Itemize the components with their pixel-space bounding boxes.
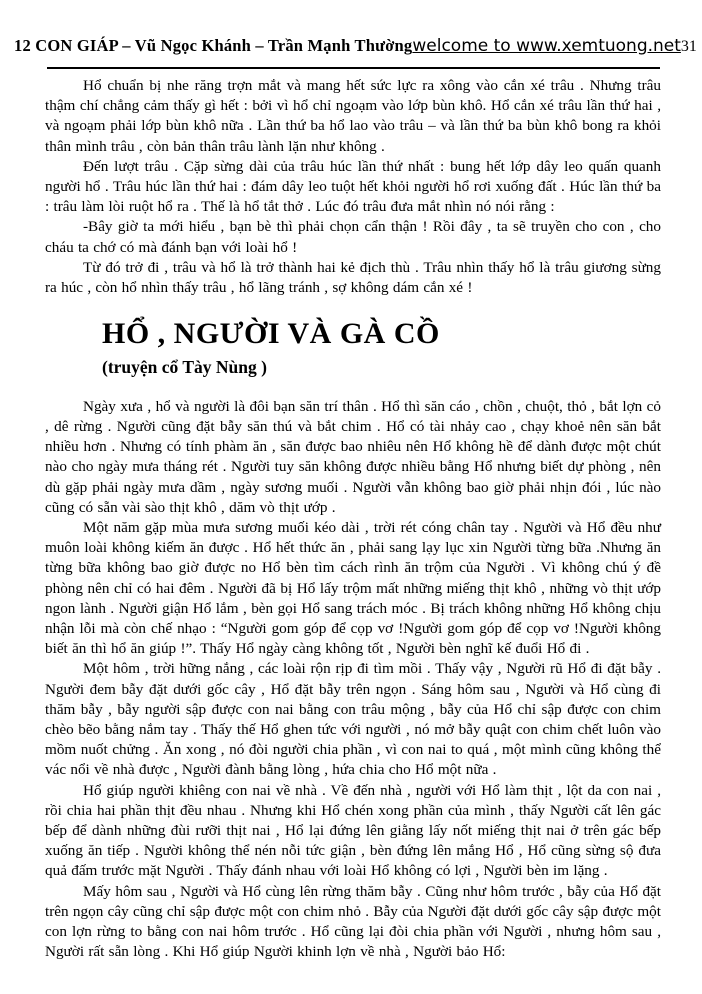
intro-paragraph: Hổ chuẩn bị nhe răng trợn mắt và mang hết sức lực ra xông vào cắn xé trâu . Nhưng trâu thậm chí chẳng cảm thấy gì hết : bởi vì hổ chỉ ngoạm vào lớp bùn khô. Hổ cắn xé trâu lần thứ hai , và ngoạm phải lớp bùn khô nữa . Lần thứ ba hổ lao vào trâu – và lần thứ ba bùn khô bong ra khỏi thân mình trâu , còn bản thân trâu lành lặn như không . bbox=[45, 77, 661, 155]
page-body bbox=[45, 76, 661, 962]
header-divider bbox=[47, 67, 660, 69]
story-paragraph: Một năm gặp mùa mưa sương muối kéo dài , trời rét cóng chân tay . Người và Hổ đều như muôn loài không kiếm ăn được . Hổ hết thức ăn , phải sang lạy lục xin Người từng bữa .Nhưng ăn từng bữa không bao giờ được no Hổ bèn tìm cách rình ăn trộm của Người . Vì không chú ý đề phòng nên chỉ có hai đêm . Người đã bị Hổ lấy trộm mất những miếng thịt khô , những vò thịt ướp ngon lành . Người giận Hổ lắm , bèn gọi Hổ sang trách móc . Bị trách không những Hổ không chịu nhận lỗi mà còn chế nhạo : “Người gom góp để cọp vơ !Người gom góp để cọp vơ !Người không biết ăn thì hổ ăn giúp !”. Thấy Hổ ngày càng không tốt , Người bèn nghĩ kế đuổi Hổ đi . bbox=[45, 518, 661, 658]
website-link[interactable]: welcome to www.xemtuong.net bbox=[412, 36, 681, 56]
intro-paragraph: -Bây giờ ta mới hiểu , bạn bè thì phải chọn cẩn thận ! Rồi đây , ta sẽ truyền cho con , cho cháu ta chớ có mà đánh bạn với loài hổ ! bbox=[45, 218, 661, 256]
story-subtitle: (truyện cổ Tày Nùng ) bbox=[102, 356, 267, 377]
story-paragraph: Hổ giúp người khiêng con nai về nhà . Về đến nhà , người với Hổ làm thịt , lột da con nai , rồi chia hai phần thịt đều nhau . Nhưng khi Hổ chén xong phần của mình , thấy Người cất lên gác bếp để dành những đùi rưỡi thịt nai , Hổ lại đứng lên giằng lấy nốt miếng thịt nai ở trên gác bếp xuống ăn tiếp . Người không thể nén nỗi tức giận , bèn đứng lên mắng Hổ , Hổ cũng sừng sộ đưa quả đấm trước mặt Người . Thấy đánh nhau với loài Hổ không có lợi , Người bèn im lặng . bbox=[45, 781, 661, 880]
page-number: 31 bbox=[680, 38, 697, 55]
story-paragraph: Ngày xưa , hổ và người là đôi bạn săn trí thân . Hổ thì săn cáo , chồn , chuột, thỏ , bắt lợn cỏ , dê rừng . Người cũng đặt bẫy săn thú và bắt chim . Hổ có tài nhảy cao , chạy khoẻ nên săn bắt nhiều hơn . Nhưng có tính phàm ăn , săn được bao nhiêu nên Hổ không hề để dành được một chút nào cho ngày mưa tháng rét . Người tuy săn không được nhiều bằng Hổ nhưng biết dự phòng , nên dù gặp phải ngày mưa dầm , ngày sương muối . Người vẫn không bao giờ phải nhịn đói , lúc nào cũng có sẵn vài sào thịt khô , dăm vò thịt ướp . bbox=[45, 397, 661, 516]
intro-paragraph: Đến lượt trâu . Cặp sừng dài của trâu húc lần thứ nhất : bung hết lớp dây leo quấn quanh người hổ . Trâu húc lần thứ hai : đám dây leo tuột hết khỏi người hổ rơi xuống đất . Húc lần thứ ba : trâu làm lòi ruột hổ ra . Thế là hổ tắt thở . Lúc đó trâu đưa mắt nhìn nó nói rằng : bbox=[45, 157, 661, 216]
story-paragraph: Một hôm , trời hững nắng , các loài rộn rịp đi tìm mồi . Thấy vậy , Người rũ Hổ đi đặt bẫy . Người đem bẫy đặt dưới gốc cây , Hổ đặt bẫy trên ngọn . Sáng hôm sau , Người và Hổ cùng đi thăm bẫy , bẫy người sập được con nai bằng con trâu mộng , bẫy của Hổ chỉ sập được con chim chèo bẽo bằng nắm tay . Thấy thế Hổ ghen tức với người , nó mở bẫy quật con chim chết luôn vào mồm nuốt chửng . Ăn xong , nó đòi người chia phần , vì con nai to quá , một mình cũng không thể vác nổi về nhà được , Người đành bằng lòng , hứa chia cho Hổ một nữa . bbox=[45, 660, 661, 779]
page-header bbox=[0, 0, 702, 56]
story-paragraph: Mấy hôm sau , Người và Hổ cùng lên rừng thăm bẫy . Cũng như hôm trước , bẫy của Hổ đặt trên ngọn cây cũng chỉ sập được một con chim nhỏ . Bẫy của Người đặt dưới gốc cây sập được một con lợn rừng to bằng con nai hôm trước . Hổ cũng lại đòi chia phần với Người , nhưng hôm sau , Người rất sẵn lòng . Khi Hổ giúp Người khinh lợn về nhà , Người bảo Hổ: bbox=[45, 882, 661, 961]
header-right-group bbox=[412, 36, 697, 56]
intro-paragraph: Từ đó trở đi , trâu và hổ là trở thành hai kẻ địch thù . Trâu nhìn thấy hổ là trâu giương sừng ra húc , còn hổ nhìn thấy trâu , hổ lãng tránh , sợ không dám cắn xé ! bbox=[45, 258, 661, 297]
story-title: HỔ , NGƯỜI VÀ GÀ CỒ bbox=[102, 317, 440, 351]
header-book-title: 12 CON GIÁP – Vũ Ngọc Khánh – Trần Mạnh Thường bbox=[14, 36, 413, 55]
